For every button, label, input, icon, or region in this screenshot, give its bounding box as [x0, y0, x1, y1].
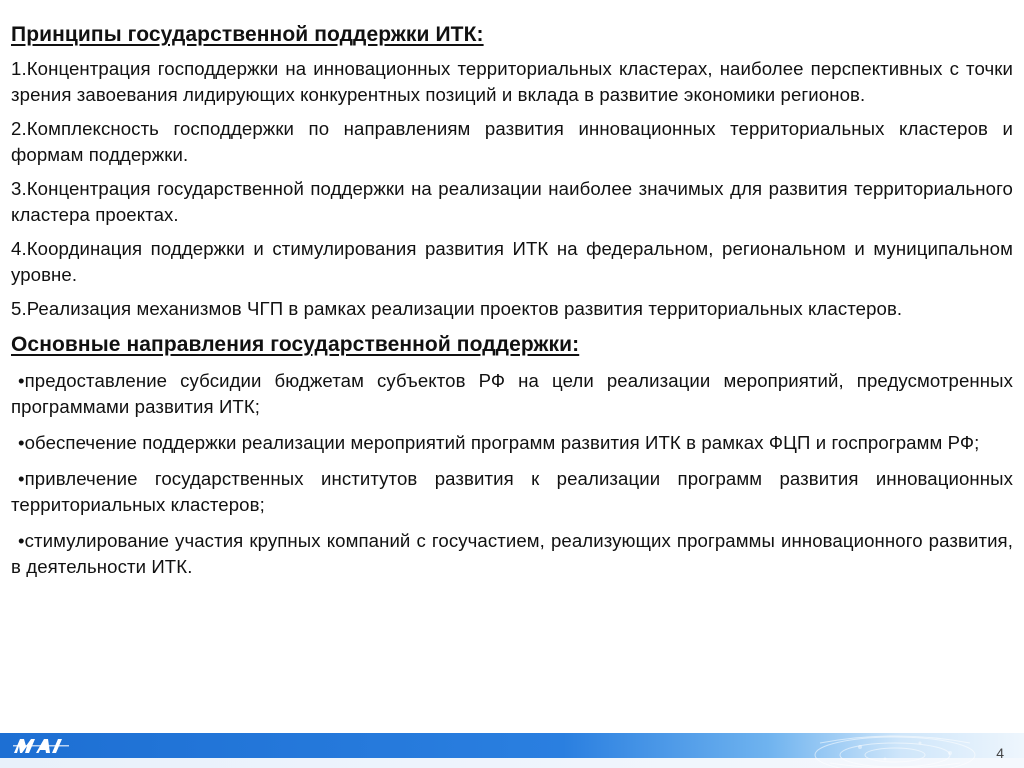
principles-list	[11, 56, 1013, 322]
slide-content	[11, 20, 1013, 590]
page-number: 4	[996, 745, 1004, 761]
direction-item: •обеспечение поддержки реализации мероприятий программ развития ИТК в рамках ФЦП и госпрограмм РФ;	[18, 432, 980, 453]
principle-item: 3.Концентрация государственной поддержки на реализации наиболее значимых для развития территориального кластера проектах.	[11, 178, 1013, 225]
principle-item: 4.Координация поддержки и стимулирования развития ИТК на федеральном, региональном и муниципальном уровне.	[11, 238, 1013, 285]
principles-title: Принципы государственной поддержки ИТК:	[11, 23, 484, 46]
slide-footer	[0, 733, 1024, 768]
direction-item: •стимулирование участия крупных компаний с госучастием, реализующих программы инновационного развития, в деятельности ИТК.	[11, 530, 1013, 577]
directions-title: Основные направления государственной поддержки:	[11, 333, 580, 356]
principle-item: 5.Реализация механизмов ЧГП в рамках реализации проектов развития территориальных кластеров.	[11, 298, 903, 319]
principle-item: 1.Концентрация господдержки на инновационных территориальных кластерах, наиболее перспективных с точки зрения завоевания лидирующих конкурентных позиций и вклада в развитие экономики регионов.	[11, 58, 1013, 105]
logo-text: MAI	[12, 737, 14, 738]
directions-list	[11, 368, 1013, 580]
direction-item: •привлечение государственных институтов развития к реализации программ развития инновационных территориальных кластеров;	[11, 468, 1013, 515]
principle-item: 2.Комплексность господдержки по направлениям развития инновационных территориальных кластеров и формам поддержки.	[11, 118, 1013, 165]
direction-item: •предоставление субсидии бюджетам субъектов РФ на цели реализации мероприятий, предусмотренных программами развития ИТК;	[11, 370, 1013, 417]
mai-logo-icon	[12, 737, 70, 755]
globe-decoration-icon	[800, 733, 990, 768]
